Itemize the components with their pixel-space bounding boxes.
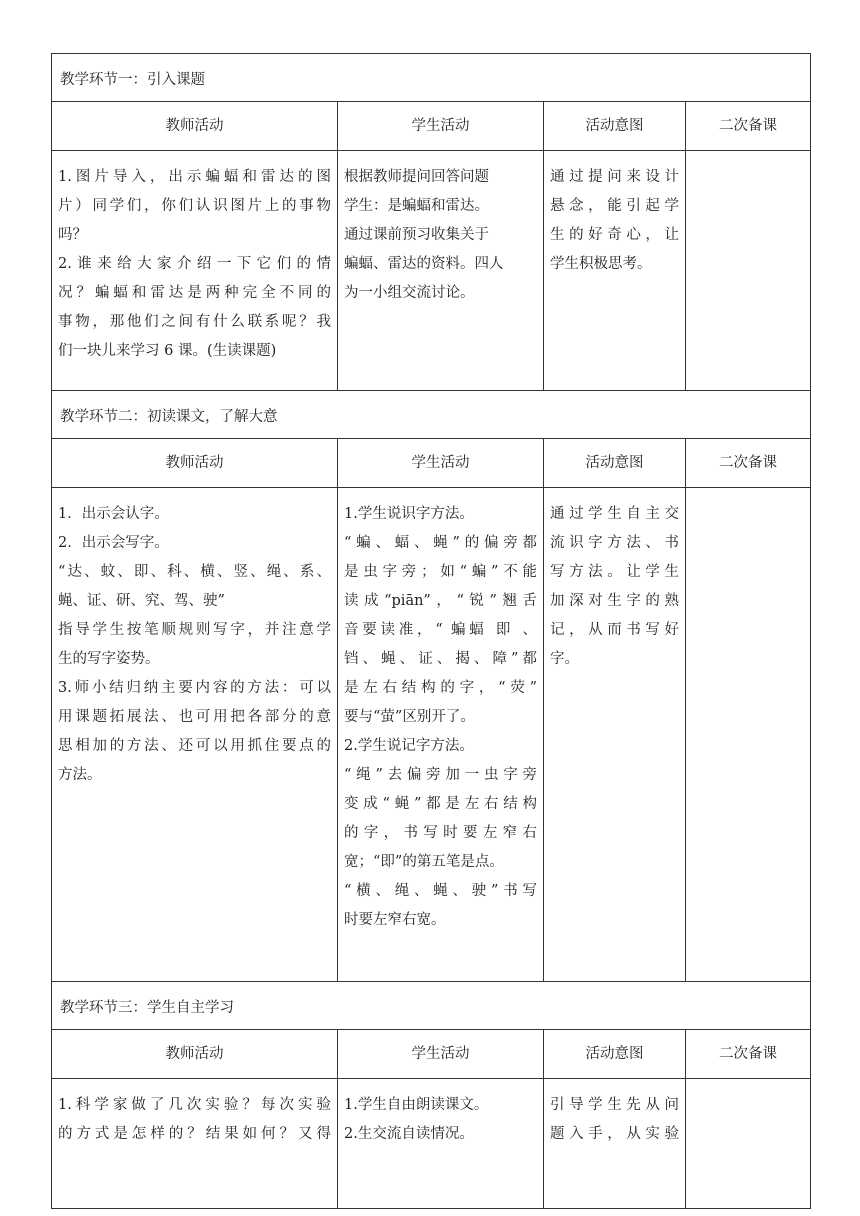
text-line: 1.图片导入，出示蝙蝠和雷达的图 bbox=[58, 169, 331, 185]
second-prep-header: 二次备课 bbox=[686, 439, 811, 488]
text-line: 的方式是怎样的？结果如何？又得 bbox=[58, 1126, 331, 1142]
text-line: 变成“蝇”都是左右结构 bbox=[344, 796, 537, 812]
section-title-row bbox=[52, 982, 811, 1030]
text-line: 蝙蝠、雷达的资料。四人 bbox=[344, 256, 504, 272]
student-activity-cell bbox=[338, 151, 544, 391]
text-line: 题入手，从实验 bbox=[550, 1126, 679, 1142]
section-content-row bbox=[52, 1079, 811, 1209]
text-line: 生的好奇心，让 bbox=[550, 227, 679, 243]
text-line: 记，从而书写好 bbox=[550, 622, 679, 638]
text-line: 铛、蝇、证、揭、障”都 bbox=[344, 651, 537, 667]
student-activity-cell bbox=[338, 488, 544, 982]
student-activity-cell bbox=[338, 1079, 544, 1209]
text-line: 流识字方法、书 bbox=[550, 535, 679, 551]
text-line: 读成“piān”，“锐”翘舌 bbox=[344, 593, 537, 609]
text-line: 学生积极思考。 bbox=[550, 256, 652, 272]
column-header-row bbox=[52, 439, 811, 488]
text-line: 2.学生说记字方法。 bbox=[344, 738, 474, 754]
lesson-plan-body bbox=[52, 54, 811, 1209]
text-line: “达、蚊、即、科、横、竖、绳、系、 bbox=[58, 564, 331, 580]
text-line: 2.谁来给大家介绍一下它们的情 bbox=[58, 256, 331, 272]
text-line: 3.师小结归纳主要内容的方法：可以 bbox=[58, 680, 331, 696]
teacher-activity-cell bbox=[52, 1079, 338, 1209]
section-title: 教学环节二：初读课文，了解大意 bbox=[52, 391, 811, 439]
text-line: 宽；“即”的第五笔是点。 bbox=[344, 854, 504, 870]
text-line: 引导学生先从问 bbox=[550, 1097, 679, 1113]
section-title: 教学环节一：引入课题 bbox=[52, 54, 811, 102]
text-line: 是虫字旁；如“蝙”不能 bbox=[344, 564, 537, 580]
text-line: 悬念，能引起学 bbox=[550, 198, 679, 214]
text-line: 时要左窄右宽。 bbox=[344, 912, 446, 928]
second-prep-header: 二次备课 bbox=[686, 102, 811, 151]
text-line: 通过提问来设计 bbox=[550, 169, 679, 185]
student-activity-header: 学生活动 bbox=[338, 102, 544, 151]
second-prep-cell[interactable] bbox=[686, 1079, 811, 1209]
section-title-row bbox=[52, 391, 811, 439]
student-activity-header: 学生活动 bbox=[338, 1030, 544, 1079]
text-line: “横、绳、蝇、驶”书写 bbox=[344, 883, 537, 899]
text-line: 们一块儿来学习 6 课。(生读课题) bbox=[58, 343, 277, 359]
teacher-activity-header: 教师活动 bbox=[52, 439, 338, 488]
text-line: 况？蝙蝠和雷达是两种完全不同的 bbox=[58, 285, 331, 301]
text-line: 事物，那他们之间有什么联系呢？我 bbox=[58, 314, 331, 330]
text-line: “蝙、蝠、蝇”的偏旁都 bbox=[344, 535, 537, 551]
activity-intent-cell bbox=[544, 1079, 686, 1209]
column-header-row bbox=[52, 102, 811, 151]
text-line: 学生：是蝙蝠和雷达。 bbox=[344, 198, 489, 214]
text-line: 吗？ bbox=[58, 227, 87, 243]
text-line: 加深对生字的熟 bbox=[550, 593, 679, 609]
teacher-activity-header: 教师活动 bbox=[52, 102, 338, 151]
text-line: 字。 bbox=[550, 651, 579, 667]
text-line: 的字，书写时要左窄右 bbox=[344, 825, 537, 841]
text-line: 通过学生自主交 bbox=[550, 506, 679, 522]
text-line: 写方法。让学生 bbox=[550, 564, 679, 580]
text-line: 生的写字姿势。 bbox=[58, 651, 160, 667]
second-prep-cell[interactable] bbox=[686, 488, 811, 982]
text-line: 根据教师提问回答问题 bbox=[344, 169, 489, 185]
section-title-row bbox=[52, 54, 811, 102]
student-activity-header: 学生活动 bbox=[338, 439, 544, 488]
column-header-row bbox=[52, 1030, 811, 1079]
activity-intent-header: 活动意图 bbox=[544, 102, 686, 151]
text-line: “绳”去偏旁加一虫字旁 bbox=[344, 767, 537, 783]
activity-intent-cell bbox=[544, 488, 686, 982]
text-line: 音要读准，“ 蝙蝠 即 、 bbox=[344, 622, 537, 638]
text-line: 1.科学家做了几次实验？每次实验 bbox=[58, 1097, 331, 1113]
text-line: 蝇、证、研、究、驾、驶” bbox=[58, 593, 225, 609]
section-content-row bbox=[52, 488, 811, 982]
text-line: 为一小组交流讨论。 bbox=[344, 285, 475, 301]
activity-intent-header: 活动意图 bbox=[544, 1030, 686, 1079]
lesson-plan-table bbox=[51, 53, 811, 1209]
text-line: 指导学生按笔顺规则写字，并注意学 bbox=[58, 622, 331, 638]
text-line: 片）同学们，你们认识图片上的事物 bbox=[58, 198, 331, 214]
text-line: 通过课前预习收集关于 bbox=[344, 227, 489, 243]
text-line: 思相加的方法、还可以用抓住要点的 bbox=[58, 738, 331, 754]
section-title: 教学环节三：学生自主学习 bbox=[52, 982, 811, 1030]
text-line: 是左右结构的字，“荧” bbox=[344, 680, 537, 696]
second-prep-header: 二次备课 bbox=[686, 1030, 811, 1079]
text-line: 1.学生自由朗读课文。 bbox=[344, 1097, 489, 1113]
activity-intent-cell bbox=[544, 151, 686, 391]
section-content-row bbox=[52, 151, 811, 391]
teacher-activity-cell bbox=[52, 151, 338, 391]
teacher-activity-cell bbox=[52, 488, 338, 982]
text-line: 1.学生说识字方法。 bbox=[344, 506, 474, 522]
second-prep-cell[interactable] bbox=[686, 151, 811, 391]
teacher-activity-header: 教师活动 bbox=[52, 1030, 338, 1079]
text-line: 1．出示会认字。 bbox=[58, 506, 169, 522]
text-line: 方法。 bbox=[58, 767, 102, 783]
activity-intent-header: 活动意图 bbox=[544, 439, 686, 488]
text-line: 用课题拓展法、也可用把各部分的意 bbox=[58, 709, 331, 725]
text-line: 2．出示会写字。 bbox=[58, 535, 169, 551]
text-line: 要与“萤”区别开了。 bbox=[344, 709, 475, 725]
text-line: 2.生交流自读情况。 bbox=[344, 1126, 474, 1142]
